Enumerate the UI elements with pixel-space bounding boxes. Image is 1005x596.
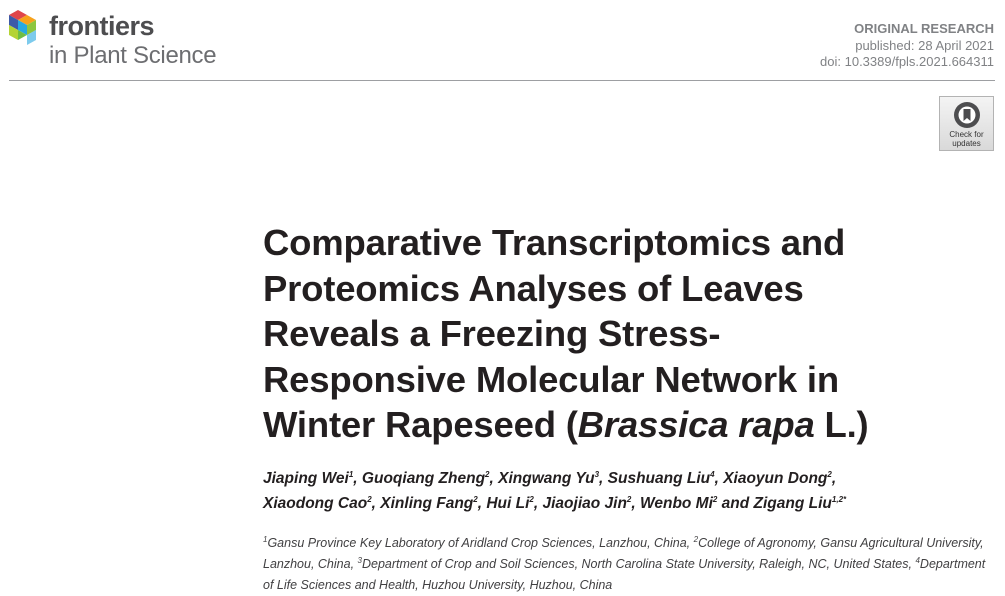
species-name: Brassica rapa <box>577 404 815 445</box>
affiliation: $^1$Gansu Province Key Laboratory of Aridland Crop Sciences, Lanzhou, China, <box>263 534 694 550</box>
title-line: Reveals a Freezing Stress- <box>263 313 721 354</box>
title-text: Winter Rapeseed ( <box>263 404 578 445</box>
affiliations <box>263 533 993 596</box>
bookmark-check-icon <box>953 101 981 129</box>
author[interactable]: Xingwang Yu$^3$ <box>498 469 600 487</box>
affiliation: $^4$Department of Life Sciences and Health, Huzhou University, Huzhou, China <box>263 555 986 592</box>
affiliation: $^3$Department of Crop and Soil Sciences, North Carolina State University, Raleigh, NC, United States, <box>357 555 916 571</box>
doi[interactable]: doi: 10.3389/fpls.2021.664311 <box>820 54 994 69</box>
affiliation: $^2$College of Agronomy, Gansu Agricultural University, Lanzhou, China, <box>263 534 984 571</box>
article-title <box>263 220 963 448</box>
publication-date: published: 28 April 2021 <box>855 38 994 53</box>
title-line: Proteomics Analyses of Leaves <box>263 267 804 309</box>
author[interactable]: Zigang Liu$^{1,2*}$ <box>753 494 847 512</box>
header-divider <box>9 80 995 81</box>
title-text: L.) <box>814 404 869 445</box>
author[interactable]: Jiaping Wei$^1$ <box>263 469 354 487</box>
author-line: Jiaping Wei$^1$, Guoqiang Zheng$^2$, Xingwang Yu$^3$, Sushuang Liu$^4$, Xiaoyun Dong$^2$, <box>263 469 837 487</box>
title-line <box>263 402 963 448</box>
author[interactable]: Guoqiang Zheng$^2$ <box>361 469 490 487</box>
journal-name: in Plant Science <box>49 42 217 69</box>
author[interactable]: Xiaodong Cao$^2$ <box>263 494 372 512</box>
author[interactable]: Jiaojiao Jin$^2$ <box>542 494 632 512</box>
brand-name: frontiers <box>49 11 155 41</box>
author[interactable]: Hui Li$^2$ <box>486 494 534 512</box>
title-line: Comparative Transcriptomics and <box>263 222 846 263</box>
author[interactable]: Wenbo Mi$^2$ <box>640 494 718 512</box>
check-for-updates-label: Check for updates <box>949 130 984 148</box>
article-type: ORIGINAL RESEARCH <box>854 21 994 36</box>
author[interactable]: Xinling Fang$^2$ <box>380 494 478 512</box>
frontiers-logo-icon <box>8 8 46 52</box>
author[interactable]: Xiaoyun Dong$^2$ <box>723 469 832 487</box>
check-for-updates-button[interactable] <box>939 96 994 151</box>
title-line: Responsive Molecular Network in <box>263 358 839 400</box>
author-line: Xiaodong Cao$^2$, Xinling Fang$^2$, Hui Li$^2$, Jiaojiao Jin$^2$, Wenbo Mi$^2$ and Zigang Liu$^{1,2*}$ <box>263 494 847 512</box>
author[interactable]: Sushuang Liu$^4$ <box>607 469 715 487</box>
author-list <box>263 466 983 516</box>
